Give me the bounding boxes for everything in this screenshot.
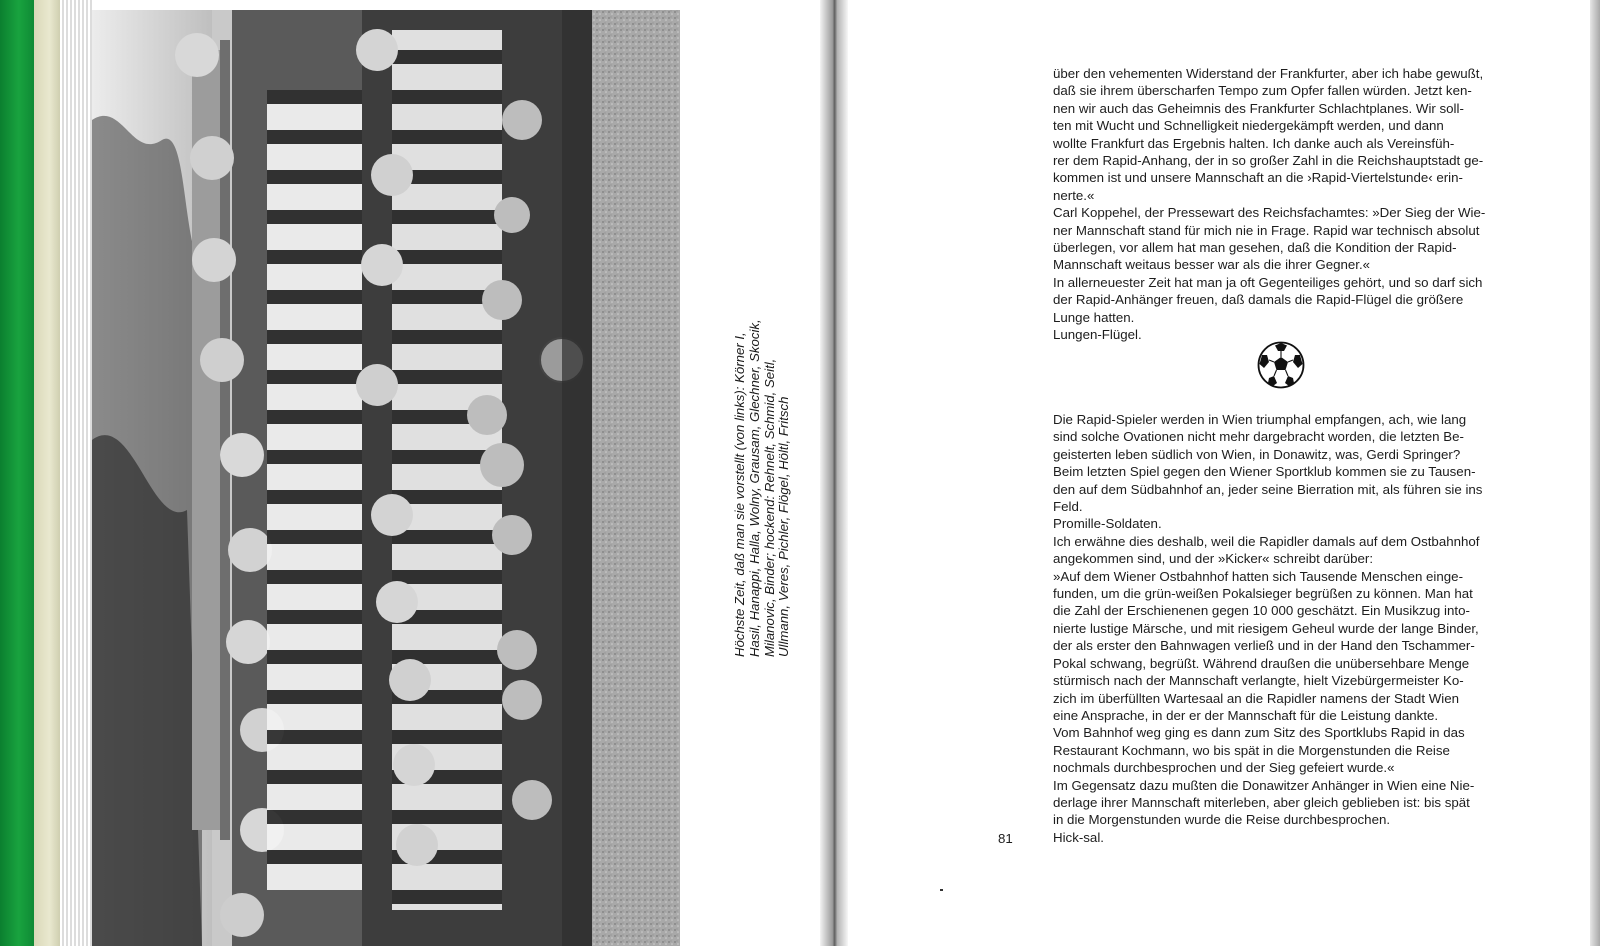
text-line: nierte lustige Märsche, und mit riesigem Geheul wurde der lange Binder, (1053, 620, 1479, 636)
text-line: daß sie ihrem überscharfen Tempo zum Opfer fallen würden. Jetzt ken- (1053, 83, 1472, 99)
text-line: Beim letzten Spiel gegen den Wiener Sportklub kommen sie zu Tausen- (1053, 464, 1476, 480)
text-line: nerte.« (1053, 187, 1095, 203)
text-line: in die Morgenstunden wurde die Reise durchbesprochen. (1053, 812, 1391, 828)
text-line: In allerneuester Zeit hat man ja oft Gegenteiliges gehört, und so darf sich (1053, 274, 1483, 290)
text-line: ner Mannschaft stand für mich nie in Frage. Rapid war technisch absolut (1053, 222, 1480, 238)
book-gutter (820, 0, 848, 946)
text-line: stürmisch nach der Mannschaft verlangte, hielt Vizebürgermeister Ko- (1053, 673, 1464, 689)
book-inner-cover (34, 0, 60, 946)
caption-line: Höchste Zeit, daß man sie vorstellt (von links): Körner I, (732, 332, 747, 657)
text-line: Feld. (1053, 499, 1083, 515)
text-line: den auf dem Südbahnhof an, jeder seine Bierration mit, als führen sie ins (1053, 481, 1483, 497)
page-edges (60, 0, 92, 946)
text-line: rer dem Rapid-Anhang, der in so großer Zahl in die Reichshauptstadt ge- (1053, 153, 1484, 169)
team-photo (92, 10, 680, 946)
text-line: über den vehementen Widerstand der Frankfurter, aber ich habe gewußt, (1053, 66, 1484, 81)
text-line: nen wir auch das Geheimnis des Frankfurter Schlachtplanes. Wir soll- (1053, 100, 1464, 116)
text-line: Lungen-Flügel. (1053, 327, 1142, 343)
text-line: Carl Koppehel, der Pressewart des Reichsfachamtes: »Der Sieg der Wie- (1053, 205, 1486, 221)
text-line: der Rapid-Anhänger freuen, daß damals die Rapid-Flügel die größere (1053, 292, 1464, 308)
text-line: überlegen, vor allem hat man gesehen, daß die Kondition der Rapid- (1053, 240, 1457, 256)
soccer-ball-icon (1256, 340, 1306, 390)
photo-caption (732, 319, 793, 657)
text-line: ten mit Wucht und Schnelligkeit niedergekämpft werden, und dann (1053, 118, 1444, 134)
text-line: »Auf dem Wiener Ostbahnhof hatten sich Tausende Menschen einge- (1053, 568, 1463, 584)
text-line: die Zahl der Erschienenen gegen 10 000 geschätzt. Ein Musikzug into- (1053, 603, 1470, 619)
text-block-2 (1053, 411, 1513, 846)
book-cover-edge (0, 0, 34, 946)
text-line: Ich erwähne dies deshalb, weil die Rapidler damals auf dem Ostbahnhof (1053, 533, 1480, 549)
text-block-1 (1053, 65, 1513, 344)
text-line: zich im überfüllten Wartesaal an die Rapidler namens der Stadt Wien (1053, 690, 1459, 706)
caption-line: Ullmann, Veres, Pichler, Flögel, Höltl, Fritsch (776, 396, 792, 657)
text-line: wollte Frankfurt das Ergebnis halten. Ich danke auch als Vereinsfüh- (1053, 135, 1455, 151)
right-page-edge (1590, 0, 1600, 946)
caption-line: Milanovic, Binder; hockend: Rehnelt, Schmid, Seitl, (761, 358, 777, 657)
text-line: derlage ihrer Mannschaft miterleben, aber gleich geblieben ist: bis spät (1053, 794, 1470, 810)
text-line: funden, um die grün-weißen Pokalsieger begrüßen zu können. Man hat (1053, 586, 1473, 602)
text-line: kommen ist und unsere Mannschaft an die ›Rapid-Viertelstunde‹ erin- (1053, 170, 1463, 186)
text-line: Lunge hatten. (1053, 309, 1135, 325)
text-line: sind solche Ovationen nicht mehr dargebracht worden, die letzten Be- (1053, 429, 1464, 445)
text-line: angekommen sind, und der »Kicker« schreibt darüber: (1053, 551, 1374, 567)
text-line: der als erster den Bahnwagen verließ und in der Hand den Tschammer- (1053, 638, 1475, 654)
text-line: Restaurant Kochmann, wo bis spät in die Morgenstunden die Reise (1053, 742, 1450, 758)
team-photo-drawing (92, 10, 680, 946)
text-line: Hick-sal. (1053, 829, 1104, 845)
text-line: geisterten leben südlich von Wien, in Donawitz, was, Gerdi Springer? (1053, 446, 1461, 462)
print-speck (940, 889, 943, 891)
text-line: Im Gegensatz dazu mußten die Donawitzer Anhänger in Wien eine Nie- (1053, 777, 1475, 793)
text-line: Vom Bahnhof weg ging es dann zum Sitz des Sportklubs Rapid in das (1053, 725, 1465, 741)
caption-line: Hasil, Hanappi, Halla, Wolny, Grausam, Glechner, Skocik, (746, 319, 762, 657)
text-line: Promille-Soldaten. (1053, 516, 1162, 532)
text-line: eine Ansprache, in der er der Mannschaft für die Leistung dankte. (1053, 707, 1439, 723)
text-line: Pokal schwang, begrüßt. Während draußen die unübersehbare Menge (1053, 655, 1470, 671)
text-line: Die Rapid-Spieler werden in Wien triumphal empfangen, ach, wie lang (1053, 412, 1467, 427)
text-line: Mannschaft weitaus besser war als die ihrer Gegner.« (1053, 257, 1371, 273)
text-line: nochmals durchbesprochen und der Sieg gefeiert wurde.« (1053, 760, 1395, 776)
page-number: 81 (998, 831, 1013, 846)
